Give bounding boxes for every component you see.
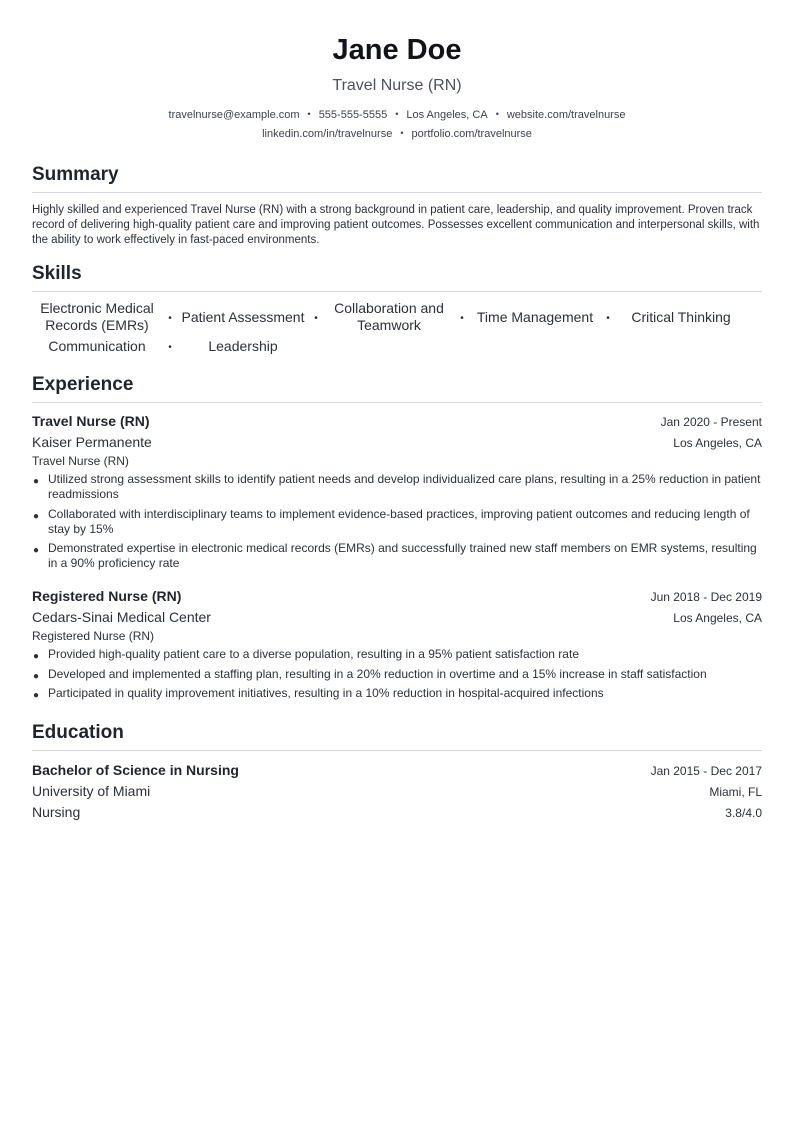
achievement-text: Developed and implemented a staffing plan, resulting in a 20% reduction in overtime and a 15% increase in staff satisfaction [48,666,707,681]
section-title-education: Education [32,722,124,743]
list-item [32,507,762,537]
contact-line-2 [32,124,762,143]
section-title-skills: Skills [32,263,82,284]
field-of-study: Nursing [32,804,81,820]
education-section [32,721,762,822]
skill-item: Communication [48,338,146,354]
job-company: Cedars-Sinai Medical Center [32,609,211,625]
separator-dot: • [307,109,311,119]
separator-dot: • [395,109,399,119]
experience-section [32,373,762,701]
job-location: Los Angeles, CA [673,611,762,625]
job-location: Los Angeles, CA [673,436,762,450]
bullet-icon: ● [33,476,40,487]
summary-section [32,163,762,248]
contact-line-1 [32,105,762,124]
job-role: Travel Nurse (RN) [32,454,129,468]
section-title-experience: Experience [32,374,134,395]
separator-dot: • [495,109,499,119]
job-achievements [32,647,762,701]
job-dates: Jun 2018 - Dec 2019 [650,590,762,604]
skill-item: Leadership [208,338,278,354]
gpa: 3.8/4.0 [725,806,762,820]
section-divider [32,192,762,193]
education-dates: Jan 2015 - Dec 2017 [650,764,762,778]
bullet-icon: ● [33,545,40,556]
job-title: Travel Nurse (RN) [32,413,150,429]
candidate-name: Jane Doe [332,34,462,66]
achievement-text: Utilized strong assessment skills to identify patient needs and develop individualized care plans, resulting in a 25% reduction in patient readmissions [48,472,761,501]
bullet-icon: ● [33,510,40,522]
skill-separator: • [314,312,318,324]
skill-separator: • [168,342,172,353]
skill-separator: • [168,312,172,324]
skill-item: Time Management [476,308,594,325]
job-dates: Jan 2020 - Present [660,415,762,429]
contact-location: Los Angeles, CA [406,109,488,121]
job-role: Registered Nurse (RN) [32,629,155,643]
experience-entry [32,586,762,701]
section-title-summary: Summary [32,164,119,185]
contact-website[interactable]: website.com/travelnurse [506,109,626,121]
achievement-text: Collaborated with interdisciplinary teams to implement evidence-based practices, improving patient outcomes and reducing length of stay by 15% [48,506,750,536]
section-divider [32,750,762,751]
education-entry [32,760,762,822]
achievement-text: Provided high-quality patient care to a diverse population, resulting in a 95% patient satisfaction rate [48,647,579,661]
list-item [32,667,762,682]
skill-item: Critical Thinking [631,308,731,325]
skills-section [32,262,762,355]
bullet-icon: ● [33,651,40,662]
skill-separator: • [606,312,610,324]
job-achievements [32,472,762,571]
job-title: Registered Nurse (RN) [32,588,182,604]
contact-phone[interactable]: 555-555-5555 [318,109,388,121]
candidate-headline: Travel Nurse (RN) [332,77,462,94]
contact-linkedin[interactable]: linkedin.com/in/travelnurse [262,128,393,140]
contact-portfolio[interactable]: portfolio.com/travelnurse [411,128,532,140]
achievement-text: Participated in quality improvement initiatives, resulting in a 10% reduction in hospital-acquired infections [48,686,604,700]
skill-item: Patient Assessment [181,308,305,325]
bullet-icon: ● [33,690,40,701]
skill-item: Electronic Medical Records (EMRs) [40,300,154,333]
list-item [32,647,762,662]
separator-dot: • [400,128,404,138]
section-divider [32,291,762,292]
list-item [32,472,762,502]
list-item [32,541,762,571]
skill-separator: • [460,312,464,324]
contact-email[interactable]: travelnurse@example.com [168,109,300,121]
achievement-text: Demonstrated expertise in electronic medical records (EMRs) and successfully trained new staff members on EMR systems, resulting in a 90% proficiency rate [48,541,757,570]
degree-name: Bachelor of Science in Nursing [32,762,239,778]
job-company: Kaiser Permanente [32,434,152,450]
section-divider [32,402,762,403]
skills-list [32,300,762,355]
experience-entry [32,411,762,571]
bullet-icon: ● [33,670,40,682]
school-name: University of Miami [32,783,151,799]
skill-item: Collaboration and Teamwork [334,300,444,333]
list-item [32,686,762,701]
summary-text: Highly skilled and experienced Travel Nurse (RN) with a strong background in patient care, leadership, and quality improvement. Proven track record of delivering high-quality patient care and improving patient outcomes. Possesses excellent communication and interpersonal skills, with the ability to work effectively in fast-paced environments. [32,204,760,246]
school-location: Miami, FL [709,785,762,799]
